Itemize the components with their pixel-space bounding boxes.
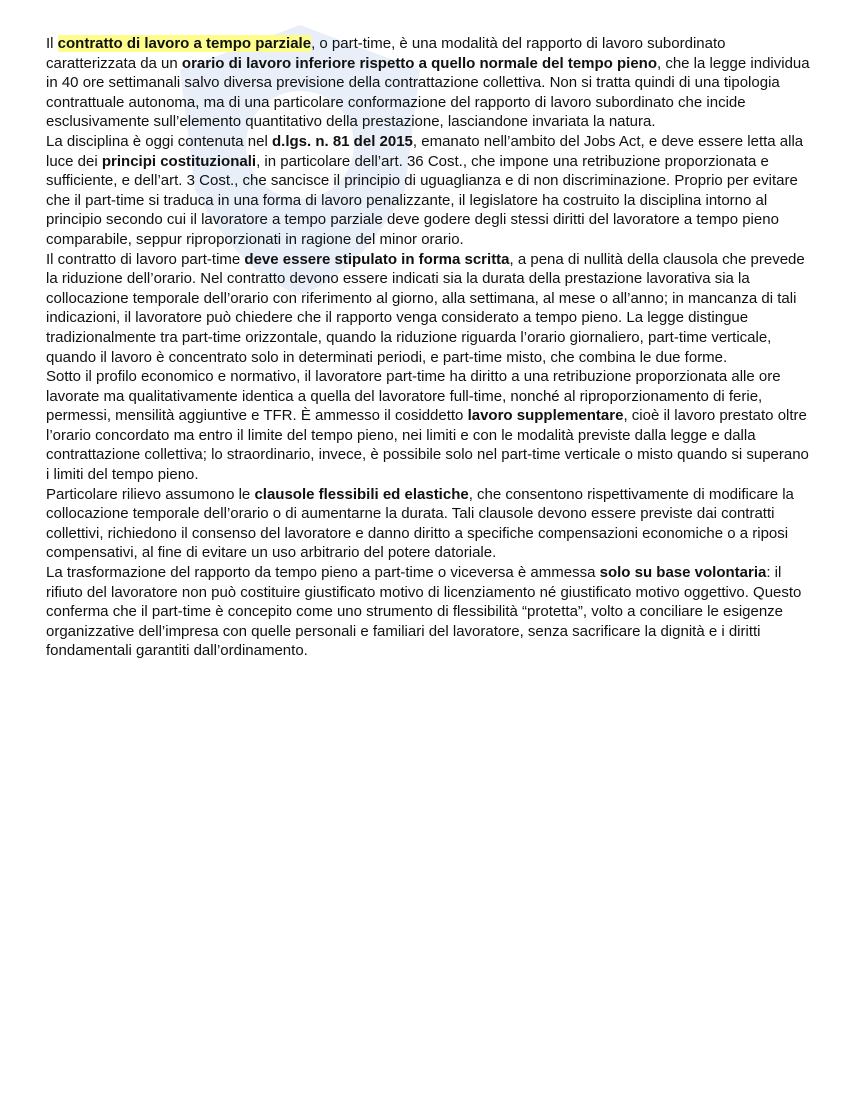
text-run: Il contratto di lavoro part-time: [46, 250, 245, 268]
text-run: , a pena di nullità della clausola che prevede la riduzione dell’orario. Nel contratto devono essere indicati sia la durata della prestazione lavorativa sia la collocazione temporale dell’orario con riferimento al giorno, alla settimana, al mese o all’anno; in mancanza di tali indicazioni, il lavoratore può chiedere che il rapporto venga considerato a tempo pieno. La legge distingue tradizionalmente tra part-time orizzontale, quando la riduzione riguarda l’orario giornaliero, part-time verticale, quando il lavoro è concentrato solo in determinati periodi, e part-time misto, che combina le due forme.: [46, 250, 805, 366]
paragraph: [46, 367, 816, 485]
paragraph: [46, 485, 816, 563]
text-run: , cioè il lavoro prestato oltre l’orario concordato ma entro il limite del tempo pieno, nei limiti e con le modalità previste dalla legge e dalla contrattazione collettiva; lo straordinario, invece, è possibile solo nel part-time verticale o misto quando si superano i limiti del tempo pieno.: [46, 407, 809, 484]
text-run: Sotto il profilo economico e normativo, il lavoratore part-time ha diritto a una retribuzione proporzionata alle ore lavorate ma qualitativamente identica a quella del lavoratore full-time, nonché al riproporzionamento di ferie, permessi, mensilità aggiuntive e TFR. È ammesso il cosiddetto: [46, 368, 781, 425]
highlighted-term: contratto di lavoro a tempo parziale: [57, 35, 312, 52]
text-run: , o part-time, è una modalità del rapporto di lavoro subordinato caratterizzata da un: [46, 35, 726, 72]
text-run: La trasformazione del rapporto da tempo pieno a part-time o viceversa è ammessa: [46, 564, 600, 582]
bold-term: clausole flessibili ed elastiche: [254, 485, 469, 503]
text-run: La disciplina è oggi contenuta nel: [46, 132, 272, 150]
bold-term: orario di lavoro inferiore rispetto a quello normale del tempo pieno: [181, 54, 657, 72]
document-body: [46, 34, 816, 661]
bold-term: d.lgs. n. 81 del 2015: [272, 132, 413, 150]
bold-term: principi costituzionali: [101, 152, 257, 170]
text-run: Il: [46, 35, 58, 52]
paragraph: [46, 250, 816, 368]
text-run: Particolare rilievo assumono le: [46, 485, 255, 503]
bold-term: lavoro supplementare: [467, 407, 624, 425]
bold-term: solo su base volontaria: [599, 564, 767, 582]
paragraph: [46, 563, 816, 661]
bold-term: deve essere stipulato in forma scritta: [244, 250, 510, 268]
text-run: , che consentono rispettivamente di modificare la collocazione temporale dell’orario o di aumentarne la durata. Tali clausole devono essere previste dai contratti collettivi, richiedono il consenso del lavoratore e danno diritto a specifiche compensazioni economiche o a riposi compensativi, al fine di evitare un uso arbitrario del potere datoriale.: [46, 485, 794, 562]
paragraph: [46, 132, 816, 250]
text-run: , emanato nell’ambito del Jobs Act, e deve essere letta alla luce dei: [46, 132, 804, 170]
text-run: , in particolare dell’art. 36 Cost., che impone una retribuzione proporzionata e sufficiente, e dell’art. 3 Cost., che sancisce il principio di uguaglianza e di non discriminazione. Proprio per evitare che il part-time si traduca in una forma di lavoro penalizzante, il legislatore ha costruito la disciplina intorno al principio secondo cui il lavoratore a tempo parziale deve godere degli stessi diritti del lavoratore a tempo pieno comparabile, seppur riproporzionati in ragione del minor orario.: [46, 152, 798, 248]
paragraph: [46, 34, 816, 132]
text-run: : il rifiuto del lavoratore non può costituire giustificato motivo di licenziamento né giustificato motivo oggettivo. Questo conferma che il part-time è concepito come uno strumento di flessibilità “protetta”, volto a conciliare le esigenze organizzative dell’impresa con quelle personali e familiari del lavoratore, senza sacrificare la dignità e i diritti fondamentali garantiti dall’ordinamento.: [46, 564, 802, 660]
text-run: , che la legge individua in 40 ore settimanali salvo diversa previsione della contrattazione collettiva. Non si tratta quindi di una tipologia contrattuale autonoma, ma di una particolare conformazione del rapporto di lavoro subordinato che incide esclusivamente sull’elemento quantitativo della prestazione, lasciandone invariata la natura.: [46, 54, 810, 131]
